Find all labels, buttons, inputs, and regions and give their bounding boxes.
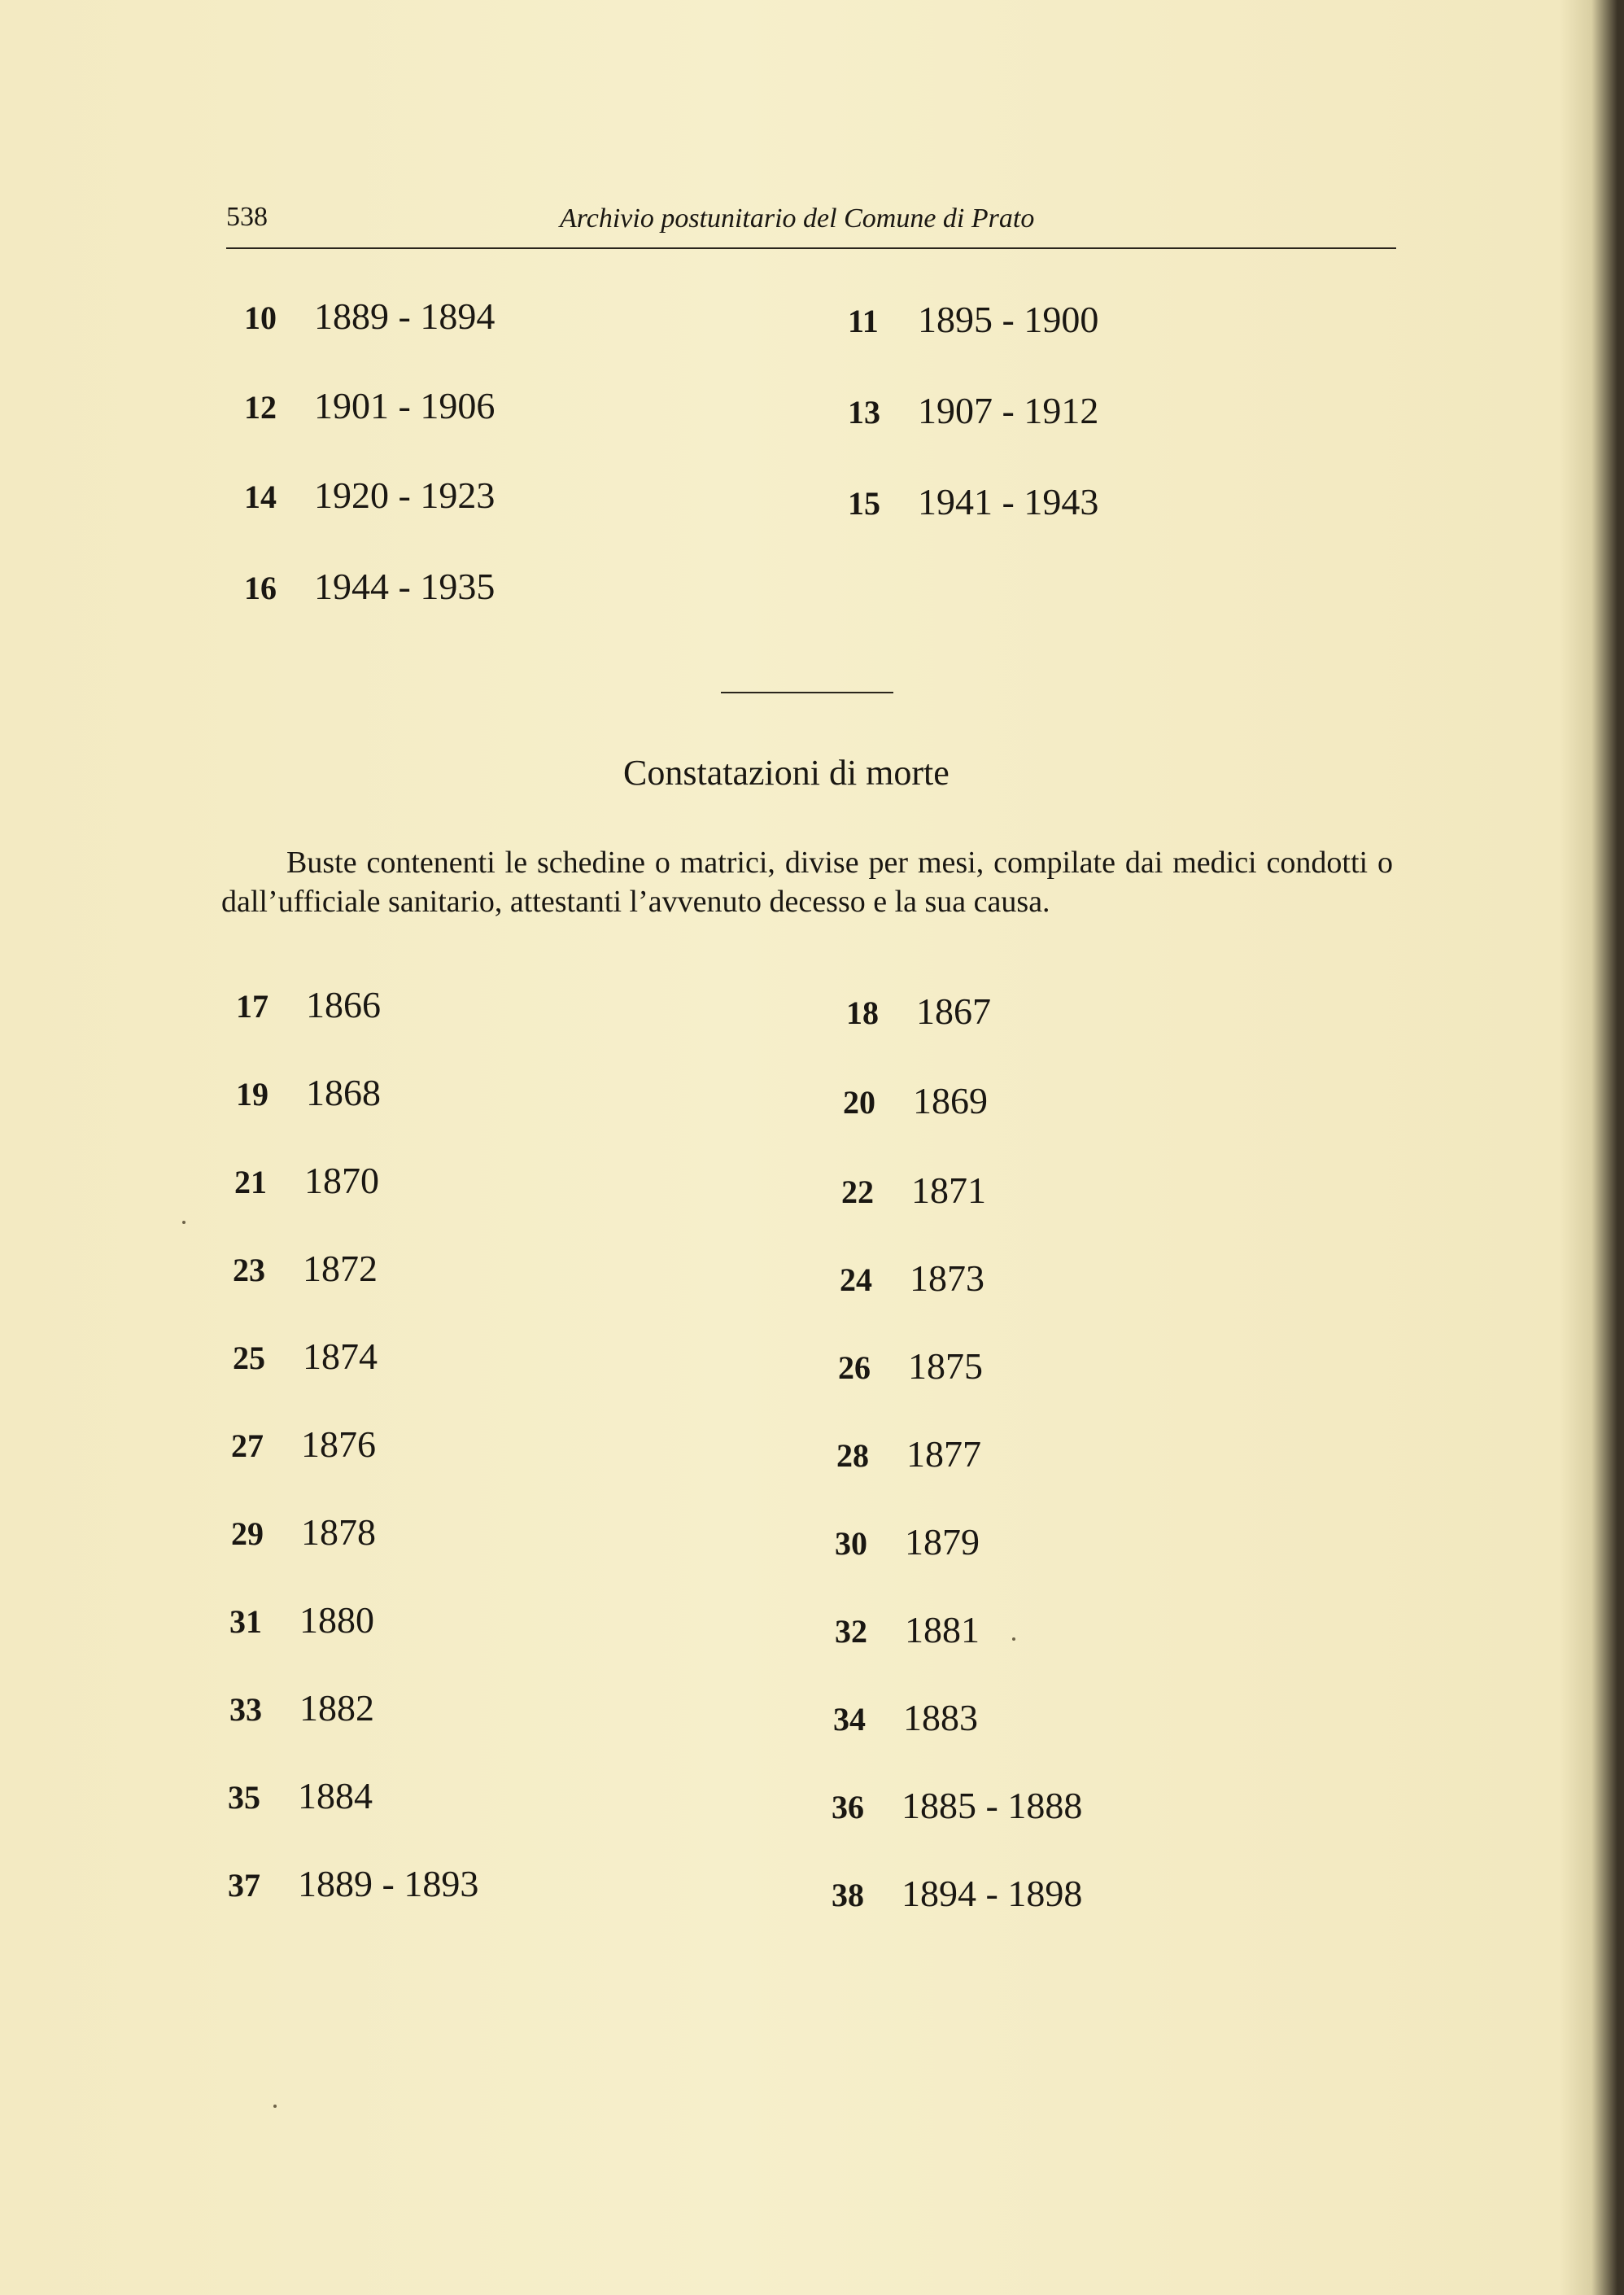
entry-years: 1880	[299, 1599, 374, 1641]
entry-number: 22	[841, 1174, 874, 1210]
entry-years: 1878	[301, 1511, 376, 1553]
entry-years: 1870	[304, 1160, 379, 1201]
list-item	[244, 387, 495, 425]
entry-number: 25	[233, 1340, 265, 1376]
entry-years: 1907 - 1912	[918, 390, 1099, 431]
entry-number: 28	[836, 1437, 869, 1474]
entry-years: 1868	[306, 1072, 381, 1113]
list-item	[833, 1699, 978, 1737]
list-item	[848, 301, 1098, 339]
entry-number: 17	[236, 988, 268, 1025]
list-item	[832, 1875, 1082, 1912]
entry-years: 1871	[911, 1169, 986, 1211]
entry-number: 11	[848, 303, 879, 339]
list-item	[835, 1611, 980, 1649]
list-item	[231, 1423, 376, 1465]
entry-years: 1889 - 1894	[314, 295, 495, 337]
list-item	[244, 295, 495, 337]
paper-speck	[273, 2105, 277, 2108]
list-item	[236, 986, 381, 1024]
entry-number: 19	[236, 1076, 268, 1113]
entry-number: 38	[832, 1877, 864, 1913]
entry-number: 34	[833, 1701, 866, 1738]
list-item	[228, 1777, 373, 1815]
entry-years: 1894 - 1898	[901, 1873, 1083, 1914]
entry-number: 18	[846, 994, 879, 1031]
list-item	[229, 1687, 374, 1729]
list-item	[840, 1257, 984, 1299]
entry-number: 21	[234, 1164, 267, 1200]
entry-years: 1877	[906, 1433, 981, 1475]
entry-number: 30	[835, 1525, 867, 1562]
entry-number: 23	[233, 1252, 265, 1288]
entry-number: 35	[228, 1779, 260, 1816]
section-divider	[721, 692, 893, 693]
list-item	[848, 483, 1098, 521]
entry-number: 13	[848, 394, 880, 431]
entry-years: 1920 - 1923	[314, 474, 495, 516]
entry-years: 1885 - 1888	[901, 1785, 1083, 1826]
entry-number: 33	[229, 1691, 262, 1728]
entry-number: 37	[228, 1867, 260, 1904]
page-number: 538	[226, 202, 268, 232]
entry-years: 1895 - 1900	[918, 299, 1099, 340]
list-item	[843, 1082, 988, 1120]
list-item	[848, 392, 1098, 430]
entry-years: 1882	[299, 1687, 374, 1729]
entry-years: 1883	[903, 1697, 978, 1738]
entry-years: 1881	[905, 1609, 980, 1650]
list-item	[236, 1074, 381, 1112]
list-item	[832, 1787, 1082, 1825]
entry-years: 1884	[298, 1775, 373, 1816]
entry-number: 32	[835, 1613, 867, 1650]
entry-number: 14	[244, 479, 277, 515]
entry-years: 1874	[303, 1335, 378, 1377]
entry-number: 31	[229, 1603, 262, 1640]
entry-years: 1875	[908, 1345, 983, 1387]
list-item	[244, 568, 495, 605]
section-description: Buste contenenti le schedine o matrici, divise per mesi, compilate dai medici condotti o dall’ufficiale sanitario, attestanti l’avvenuto decesso e la sua causa.	[221, 846, 1393, 919]
entry-years: 1889 - 1893	[298, 1863, 479, 1904]
entry-number: 15	[848, 485, 880, 522]
list-item	[841, 1169, 986, 1211]
entry-number: 29	[231, 1515, 264, 1552]
page-header	[226, 202, 1396, 249]
list-item	[228, 1865, 478, 1903]
paper-speck	[1012, 1637, 1015, 1641]
entry-years: 1873	[910, 1257, 984, 1299]
entry-years: 1866	[306, 984, 381, 1025]
entry-number: 24	[840, 1261, 872, 1298]
entry-number: 27	[231, 1427, 264, 1464]
entry-years: 1901 - 1906	[314, 385, 495, 426]
entry-years: 1941 - 1943	[918, 481, 1099, 522]
section-title: Constatazioni di morte	[623, 753, 950, 793]
list-item	[233, 1335, 378, 1377]
list-item	[846, 990, 991, 1032]
entry-number: 20	[843, 1084, 875, 1121]
list-item	[231, 1511, 376, 1553]
entry-number: 12	[244, 389, 277, 426]
list-item	[229, 1599, 374, 1641]
list-item	[234, 1162, 379, 1200]
entry-years: 1944 - 1935	[314, 566, 495, 607]
entry-years: 1867	[916, 990, 991, 1032]
paper-speck	[182, 1221, 186, 1224]
entry-number: 10	[244, 299, 277, 336]
list-item	[233, 1250, 378, 1287]
list-item	[244, 474, 495, 516]
entry-number: 16	[244, 570, 277, 606]
running-title: Archivio postunitario del Comune di Prato	[560, 203, 1035, 234]
entry-number: 26	[838, 1349, 871, 1386]
list-item	[838, 1345, 983, 1387]
entry-years: 1869	[913, 1080, 988, 1121]
entry-number: 36	[832, 1789, 864, 1825]
list-item	[836, 1433, 981, 1475]
entry-years: 1876	[301, 1423, 376, 1465]
entry-years: 1879	[905, 1521, 980, 1563]
list-item	[835, 1523, 980, 1561]
entry-years: 1872	[303, 1248, 378, 1289]
